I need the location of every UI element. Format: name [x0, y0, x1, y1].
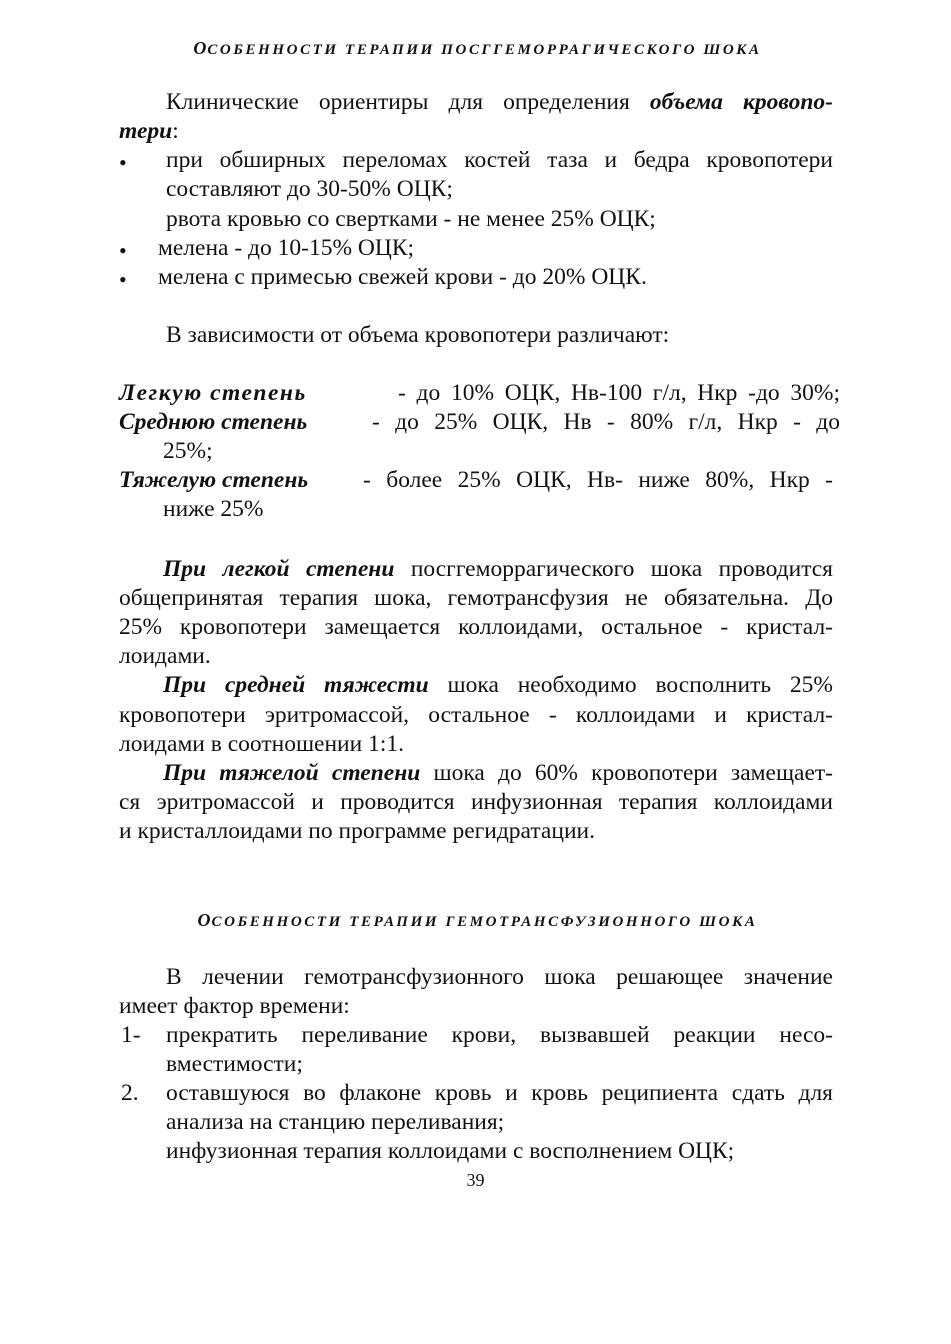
degree-value-medium: - до 25% ОЦК, Нв - 80% г/л, Нкр - до	[372, 409, 840, 435]
therapy-p2-line-1: При средней тяжести шока необходимо восполнить 25%	[163, 672, 834, 698]
hemo-item-2-line-2: анализа на станцию переливания;	[166, 1109, 505, 1135]
therapy-p2-line-3: лоидами в соотношении 1:1.	[119, 731, 404, 757]
page-number: 39	[466, 1170, 485, 1190]
bullet-marker-1: •	[119, 150, 127, 175]
degree-cont-severe: ниже 25%	[163, 496, 264, 522]
hemo-line-1: В лечении гемотрансфузионного шока решающее значение	[166, 964, 833, 990]
bullet-marker-3: •	[119, 238, 127, 263]
therapy-p1-line-2: общепринятая терапия шока, гемотрансфузия не обязательна. До	[119, 585, 833, 611]
hemo-item-1-marker: 1-	[121, 1022, 141, 1048]
dependence-line: В зависимости от объема кровопотери различают:	[166, 322, 670, 348]
therapy-p3-line-3: и кристаллоидами по программе регидратации.	[119, 818, 595, 844]
section-heading-hemotransfusion: ОСОБЕННОСТИ ТЕРАПИИ ГЕМОТРАНСФУЗИОННОГО ШОКА	[197, 910, 758, 930]
bullet-1-line-2: составляют до 30-50% ОЦК;	[166, 176, 453, 202]
hemo-item-1-line-1: прекратить переливание крови, вызвавшей реакции несо-	[166, 1022, 833, 1048]
intro-line-2: тери:	[119, 118, 179, 144]
hemo-item-2-line-1: оставшуюся во флаконе кровь и кровь реципиента сдать для	[166, 1080, 833, 1106]
degree-name-light: Легкую степень	[119, 380, 307, 406]
hemo-last-line: инфузионная терапия коллоидами с восполнением ОЦК;	[166, 1138, 735, 1164]
hemo-item-1-line-2: вместимости;	[166, 1051, 303, 1077]
section-heading-posthemorrhagic: ОСОБЕННОСТИ ТЕРАПИИ ПОСГГЕМОРРАГИЧЕСКОГО ШОКА	[193, 38, 762, 58]
hemo-line-2: имеет фактор времени:	[119, 993, 350, 1019]
hemo-item-2-marker: 2.	[121, 1080, 139, 1106]
degree-name-severe: Тяжелую степень	[119, 467, 309, 493]
degree-name-medium: Среднюю степень	[119, 409, 308, 435]
intro-line-1: Клинические ориентиры для определения объема кровопо-	[166, 89, 833, 115]
therapy-p1-line-3: 25% кровопотери замещается коллоидами, остальное - кристал-	[119, 614, 833, 640]
therapy-p1-line-4: лоидами.	[119, 643, 211, 669]
therapy-p2-line-2: кровопотери эритромассой, остальное - коллоидами и кристал-	[119, 702, 833, 728]
bullet-1-line-1: при обширных переломах костей таза и бедра кровопотери	[166, 147, 833, 173]
degree-cont-medium: 25%;	[163, 438, 213, 464]
therapy-p1-line-1: При легкой степени посггеморрагического шока проводится	[163, 556, 833, 582]
bullet-marker-4: •	[119, 267, 127, 292]
degree-value-severe: - более 25% ОЦК, Нв- ниже 80%, Нкр -	[363, 467, 833, 493]
bullet-2-line: рвота кровью со свертками - не менее 25% ОЦК;	[166, 206, 656, 232]
therapy-p3-line-2: ся эритромассой и проводится инфузионная терапия коллоидами	[119, 789, 833, 815]
bullet-4-line: мелена с примесью свежей крови - до 20% ОЦК.	[158, 264, 647, 290]
therapy-p3-line-1: При тяжелой степени шока до 60% кровопотери замещает-	[163, 760, 833, 786]
degree-value-light: - до 10% ОЦК, Нв-100 г/л, Нкр -до 30%;	[398, 380, 840, 406]
bullet-3-line: мелена - до 10-15% ОЦК;	[158, 235, 415, 261]
